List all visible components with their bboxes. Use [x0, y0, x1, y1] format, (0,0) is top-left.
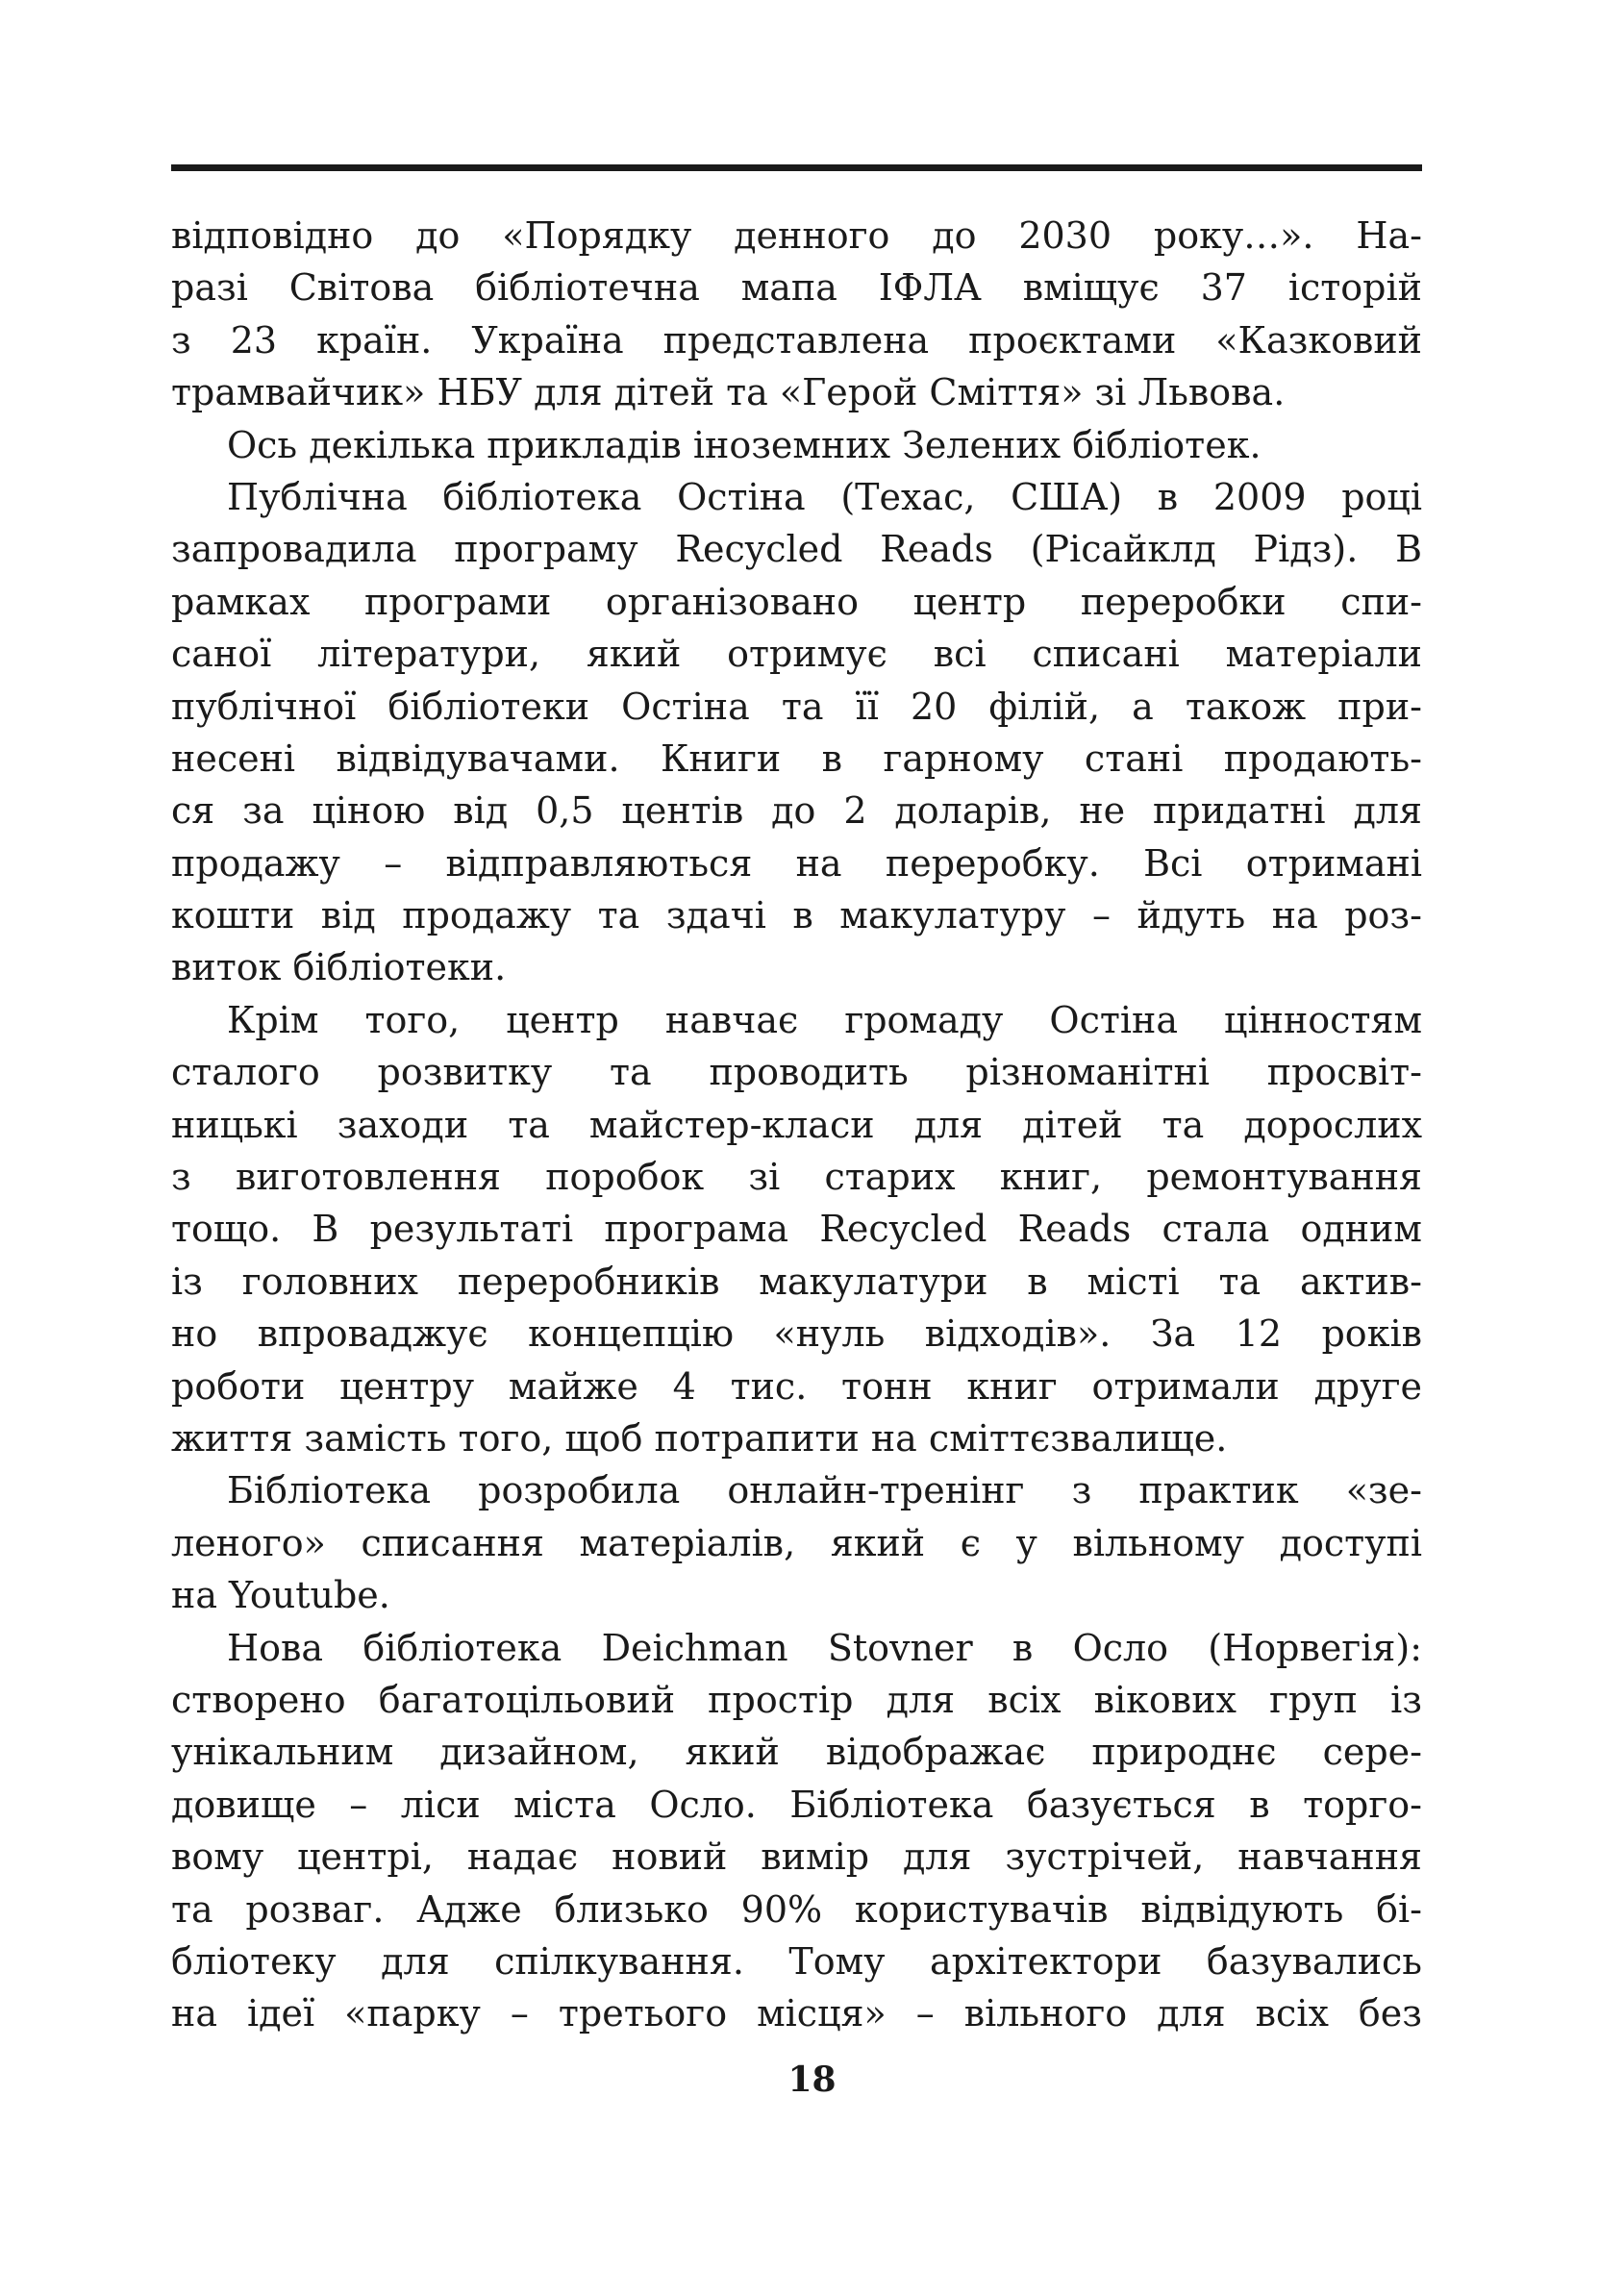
text-line: життя замість того, щоб потрапити на сміттєзвалище.: [171, 1416, 1228, 1460]
text-line: виток бібліотеки.: [171, 946, 507, 989]
page-number: 18: [787, 2060, 837, 2100]
paragraph: [171, 1464, 1422, 1621]
text-line: леного» списання матеріалів, який є у вільному доступі: [171, 1521, 1422, 1564]
text-line: роботи центру майже 4 тис. тонн книг отримали друге: [171, 1364, 1422, 1408]
text-line: тощо. В результаті програма Recycled Reads стала одним: [171, 1208, 1422, 1251]
paragraph: [171, 994, 1422, 1465]
text-line: саної літератури, який отримує всі списані матеріали: [171, 633, 1422, 676]
header-rule: [171, 164, 1422, 171]
text-line: публічної бібліотеки Остіна та її 20 філій, а також при-: [171, 685, 1422, 728]
text-line: Крім того, центр навчає громаду Остіна цінностям: [227, 998, 1422, 1041]
text-line: сталого розвитку та проводить різноманітні просвіт-: [171, 1051, 1422, 1094]
paragraph: [171, 419, 1422, 471]
text-line: з 23 країн. Україна представлена проєктами «Казковий: [171, 318, 1422, 362]
text-line: довище – ліси міста Осло. Бібліотека базується в торго-: [171, 1783, 1422, 1826]
text-line: унікальним дизайном, який відображає природнє сере-: [171, 1731, 1422, 1774]
text-line: вому центрі, надає новий вимір для зустрічей, навчання: [171, 1835, 1422, 1879]
body-text: [171, 210, 1422, 2040]
text-line: відповідно до «Порядку денного до 2030 року…». На-: [171, 214, 1422, 257]
text-line: Бібліотека розробила онлайн-тренінг з практик «зе-: [227, 1469, 1422, 1512]
text-line: но впроваджує концепцію «нуль відходів». За 12 років: [171, 1312, 1422, 1356]
text-line: рамках програми організовано центр переробки спи-: [171, 580, 1422, 623]
text-line: та розваг. Адже близько 90% користувачів відвідують бі-: [171, 1887, 1422, 1931]
text-line: запровадила програму Recycled Reads (Рісайклд Рідз). В: [171, 528, 1422, 571]
text-line: бліотеку для спілкування. Тому архітектори базувались: [171, 1939, 1422, 1983]
paragraph: [171, 471, 1422, 994]
text-line: кошти від продажу та здачі в макулатуру – йдуть на роз-: [171, 894, 1422, 937]
text-line: ницькі заходи та майстер-класи для дітей та дорослих: [171, 1103, 1422, 1146]
text-line: на Youtube.: [171, 1574, 390, 1617]
text-line: з виготовлення поробок зі старих книг, ремонтування: [171, 1156, 1422, 1199]
paragraph: [171, 1622, 1422, 2040]
text-line: на ідеї «парку – третього місця» – вільного для всіх без: [171, 1992, 1422, 2035]
text-line: Нова бібліотека Deichman Stovner в Осло (Норвегія):: [227, 1626, 1422, 1669]
text-line: трамвайчик» НБУ для дітей та «Герой Сміття» зі Львова.: [171, 371, 1286, 414]
text-line: продажу – відправляються на переробку. Всі отримані: [171, 841, 1422, 885]
paragraph: [171, 210, 1422, 419]
text-line: створено багатоцільовий простір для всіх вікових груп із: [171, 1678, 1422, 1721]
text-line: ся за ціною від 0,5 центів до 2 доларів, не придатні для: [171, 789, 1422, 833]
text-line: разі Світова бібліотечна мапа ІФЛА вміщує 37 історій: [171, 266, 1422, 310]
text-line: Ось декілька прикладів іноземних Зелених бібліотек.: [227, 423, 1262, 466]
text-line: несені відвідувачами. Книги в гарному стані продають-: [171, 737, 1422, 780]
text-line: із головних переробників макулатури в місті та актив-: [171, 1260, 1422, 1303]
text-line: Публічна бібліотека Остіна (Техас, США) в 2009 році: [227, 475, 1422, 518]
